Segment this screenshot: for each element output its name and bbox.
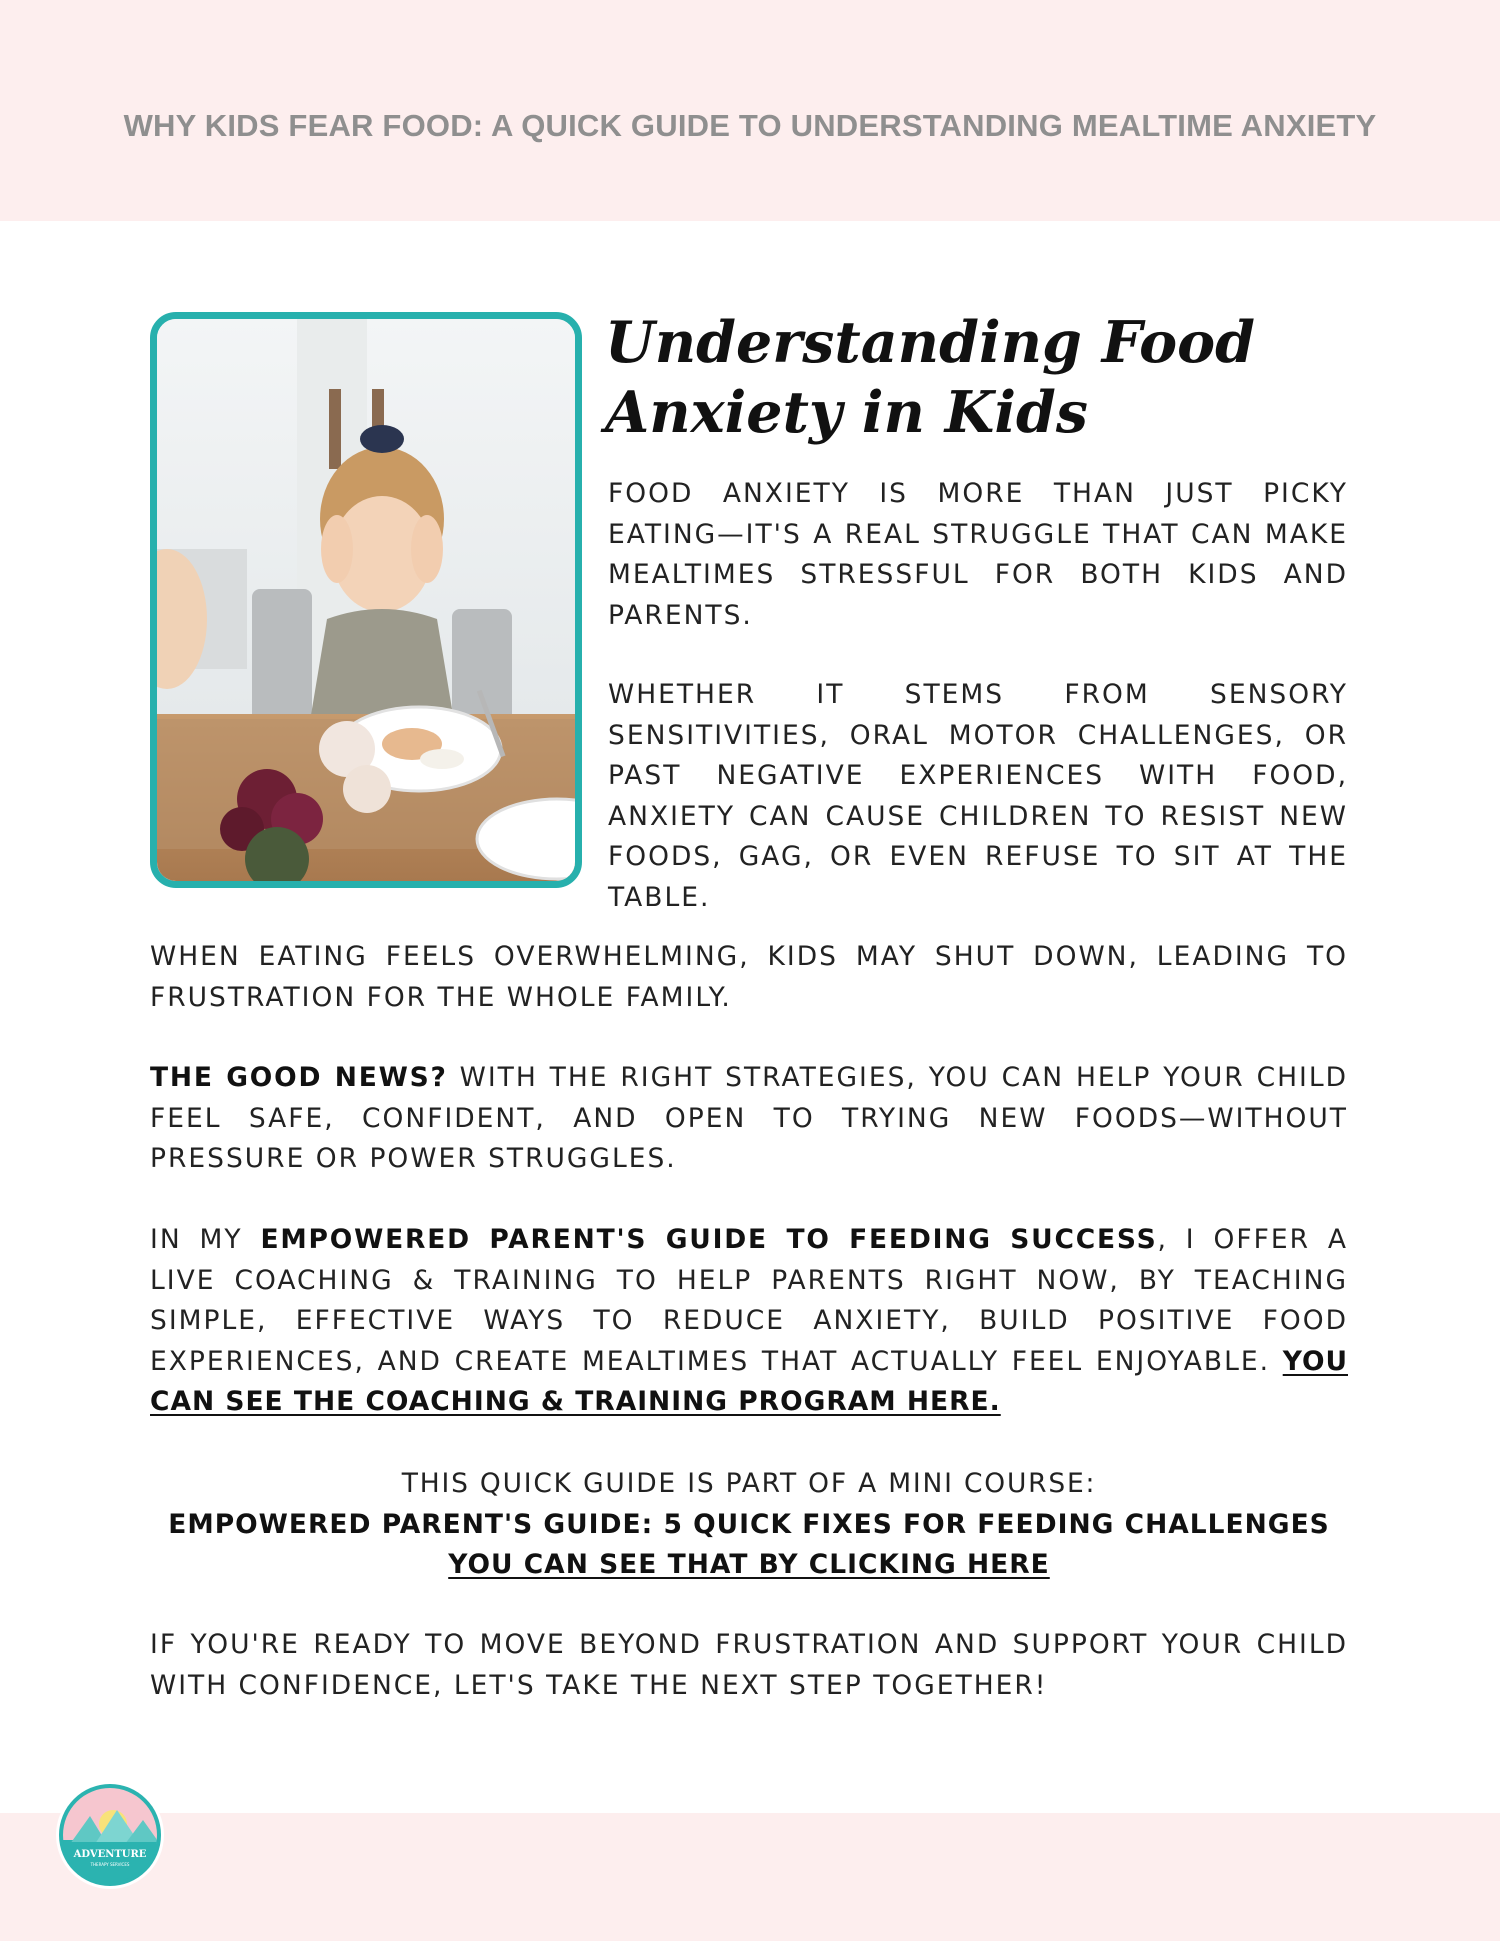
program-text: , I OFFER A LIVE COACHING & TRAINING TO HELP PARENTS RIGHT NOW, BY TEACHING SIMPLE, EFFECTIVE WAYS TO REDUCE ANXIETY, BUILD POSITIVE FOOD EXPERIENCES, AND CREATE MEALTIMES THAT ACTUALLY FEEL ENJOYABLE. — [150, 1224, 1348, 1377]
footer-band — [0, 1813, 1500, 1941]
course-intro: THIS QUICK GUIDE IS PART OF A MINI COURSE: — [401, 1468, 1097, 1499]
heading-line-2: Anxiety in Kids — [605, 379, 1088, 446]
course-link-line[interactable] — [150, 1545, 1348, 1586]
paragraph-causes: WHETHER IT STEMS FROM SENSORY SENSITIVITIES, ORAL MOTOR CHALLENGES, OR PAST NEGATIVE EXPERIENCES WITH FOOD, ANXIETY CAN CAUSE CHILDREN TO RESIST NEW FOODS, GAG, OR EVEN REFUSE TO SIT AT THE TABLE. — [608, 679, 1348, 913]
paragraph-overwhelming: WHEN EATING FEELS OVERWHELMING, KIDS MAY SHUT DOWN, LEADING TO FRUSTRATION FOR THE WHOLE FAMILY. — [150, 941, 1348, 1013]
adventure-logo — [55, 1780, 165, 1890]
good-news-label: THE GOOD NEWS? — [150, 1062, 448, 1093]
paragraph-closing: IF YOU'RE READY TO MOVE BEYOND FRUSTRATION AND SUPPORT YOUR CHILD WITH CONFIDENCE, LET'S TAKE THE NEXT STEP TOGETHER! — [150, 1629, 1348, 1701]
paragraph-intro: FOOD ANXIETY IS MORE THAN JUST PICKY EATING—IT'S A REAL STRUGGLE THAT CAN MAKE MEALTIMES STRESSFUL FOR BOTH KIDS AND PARENTS. — [608, 478, 1348, 631]
paragraph-program — [150, 1220, 1348, 1423]
program-name: EMPOWERED PARENT'S GUIDE TO FEEDING SUCCESS — [260, 1224, 1158, 1255]
article-heading — [605, 308, 1365, 448]
logo-subtitle: THERAPY SERVICES — [90, 1862, 130, 1867]
good-news-text: WITH THE RIGHT STRATEGIES, YOU CAN HELP YOUR CHILD FEEL SAFE, CONFIDENT, AND OPEN TO TRYING NEW FOODS—WITHOUT PRESSURE OR POWER STRUGGLES. — [150, 1062, 1348, 1174]
child-at-table-photo — [150, 312, 582, 888]
course-title: EMPOWERED PARENT'S GUIDE: 5 QUICK FIXES FOR FEEDING CHALLENGES — [168, 1508, 1330, 1540]
program-text-start: IN MY — [150, 1224, 261, 1255]
paragraph-good-news — [150, 1058, 1348, 1180]
mini-course-block — [150, 1464, 1348, 1586]
page-header-title: WHY KIDS FEAR FOOD: A QUICK GUIDE TO UNDERSTANDING MEALTIME ANXIETY — [123, 108, 1377, 143]
logo-name: ADVENTURE — [73, 1849, 147, 1860]
photo-illustration — [157, 319, 575, 881]
coaching-program-link[interactable]: YOU CAN SEE THE COACHING & TRAINING PROGRAM HERE. — [150, 1345, 1348, 1417]
course-link[interactable]: YOU CAN SEE THAT BY CLICKING HERE — [448, 1549, 1050, 1580]
heading-line-1: Understanding Food — [605, 309, 1255, 376]
